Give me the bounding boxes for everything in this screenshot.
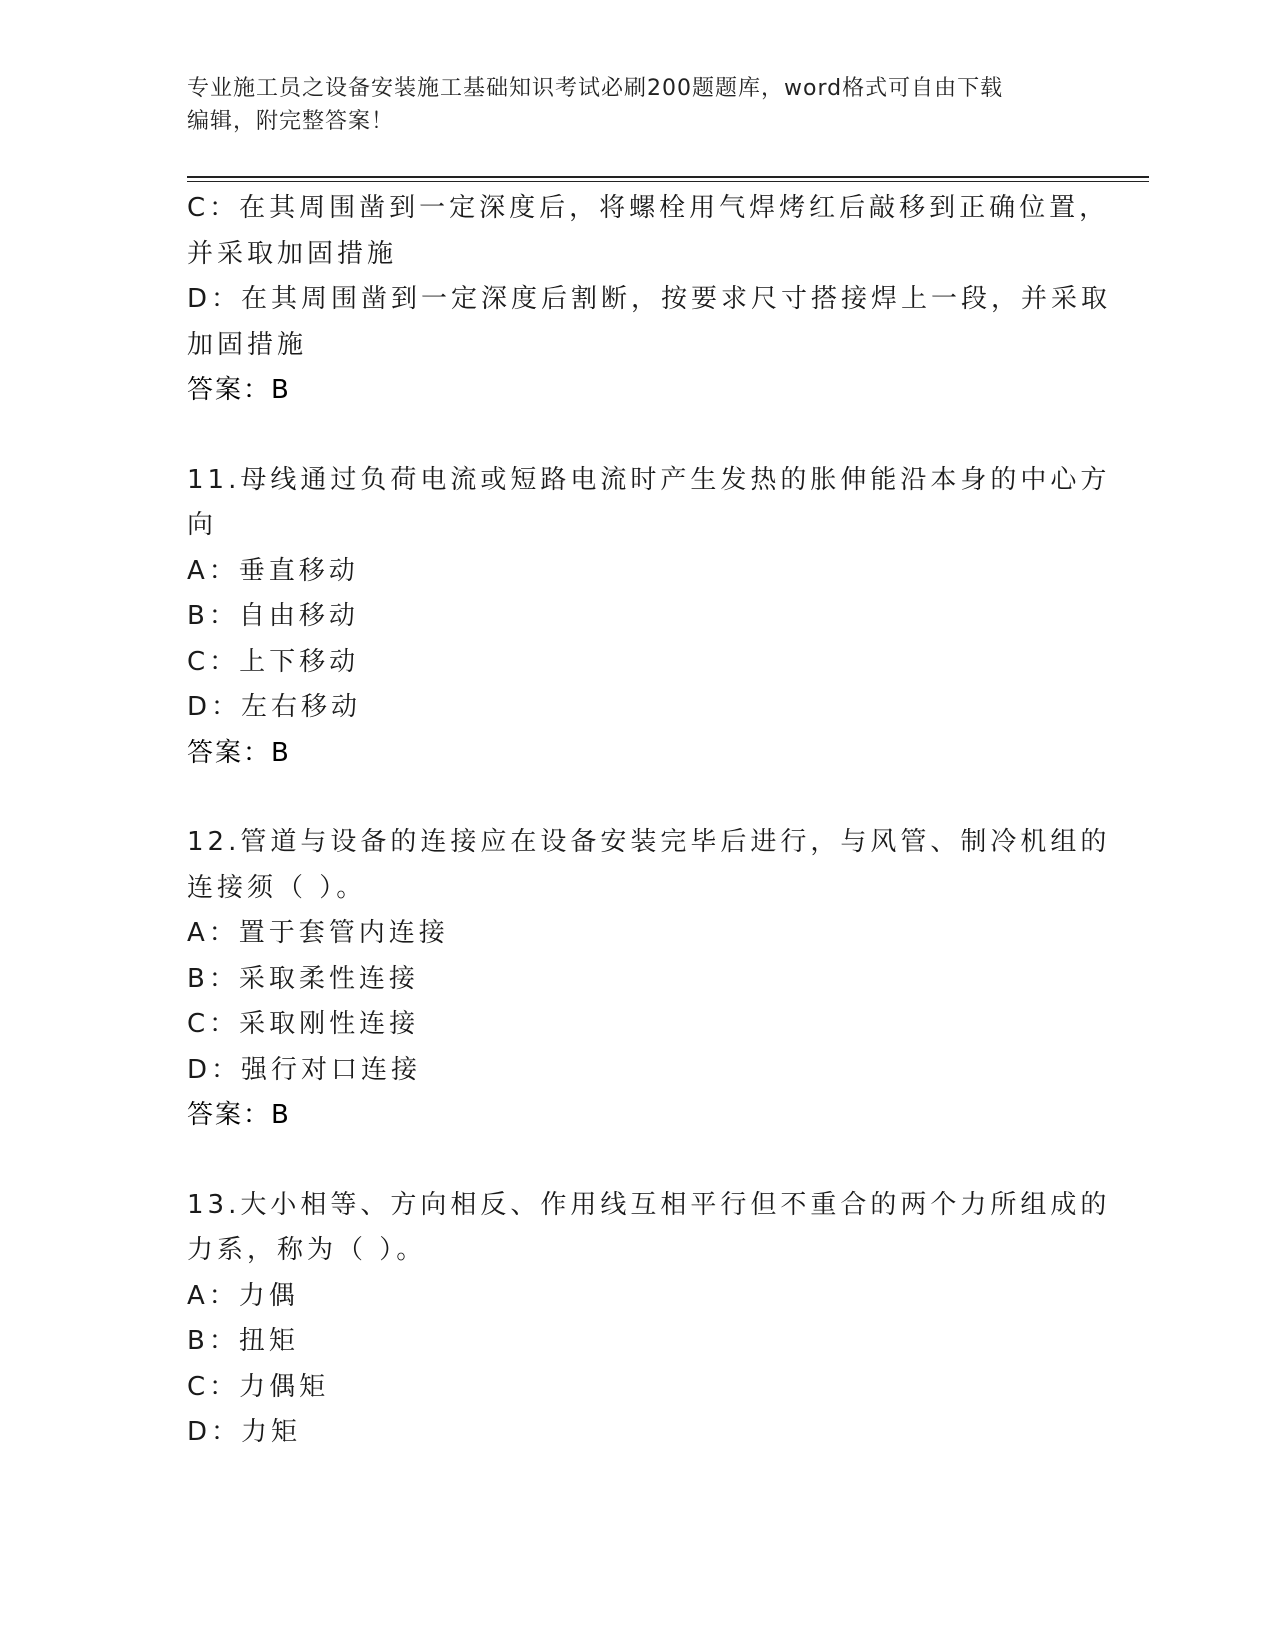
question-stem-line-2: 连接须（ ）。 [187,872,367,903]
option-c-line-1: C：在其周围凿到一定深度后，将螺栓用气焊烤红后敲移到正确位置， [187,193,1110,223]
question-list [187,186,1112,1456]
option-a: A：力偶 [187,1280,299,1311]
question-block-11 [187,458,1111,777]
answer-line: 答案：B [187,375,291,405]
header-divider-thin [187,181,1149,182]
option-d-line-2: 加固措施 [187,329,308,360]
option-b: B：采取柔性连接 [187,963,419,994]
option-a: A：置于套管内连接 [187,918,449,948]
question-stem-line-1: 12.管道与设备的连接应在设备安装完毕后进行，与风管、制冷机组的 [187,827,1111,857]
option-c: C：采取刚性连接 [187,1009,420,1039]
option-b: B：自由移动 [187,601,359,631]
option-d-line-1: D：在其周围凿到一定深度后割断，按要求尺寸搭接焊上一段，并采取 [187,284,1112,314]
option-d: D：强行对口连接 [187,1054,422,1085]
option-c-line-2: 并采取加固措施 [187,238,398,269]
option-a: A：垂直移动 [187,555,359,586]
answer-line: 答案：B [187,737,291,768]
question-block-13 [187,1183,1111,1456]
question-stem-line-1: 11.母线通过负荷电流或短路电流时产生发热的胀伸能沿本身的中心方 [187,464,1111,495]
page-header [187,72,1067,138]
question-stem-line-2: 向 [187,510,218,540]
question-stem-line-2: 力系，称为（ ）。 [187,1235,427,1265]
option-c: C：上下移动 [187,646,360,677]
option-d: D：力矩 [187,1417,302,1447]
header-title-line-1: 专业施工员之设备安装施工基础知识考试必刷200题题库，word格式可自由下载 [187,76,1004,101]
option-c: C：力偶矩 [187,1371,330,1402]
question-stem-line-1: 13.大小相等、方向相反、作用线互相平行但不重合的两个力所组成的 [187,1189,1111,1220]
option-d: D：左右移动 [187,692,362,722]
question-block-previous [187,186,1112,414]
header-divider-thick [187,176,1149,178]
answer-line: 答案：B [187,1100,291,1130]
header-title-line-2: 编辑，附完整答案！ [187,109,395,134]
question-block-12 [187,820,1111,1139]
option-b: B：扭矩 [187,1326,299,1356]
